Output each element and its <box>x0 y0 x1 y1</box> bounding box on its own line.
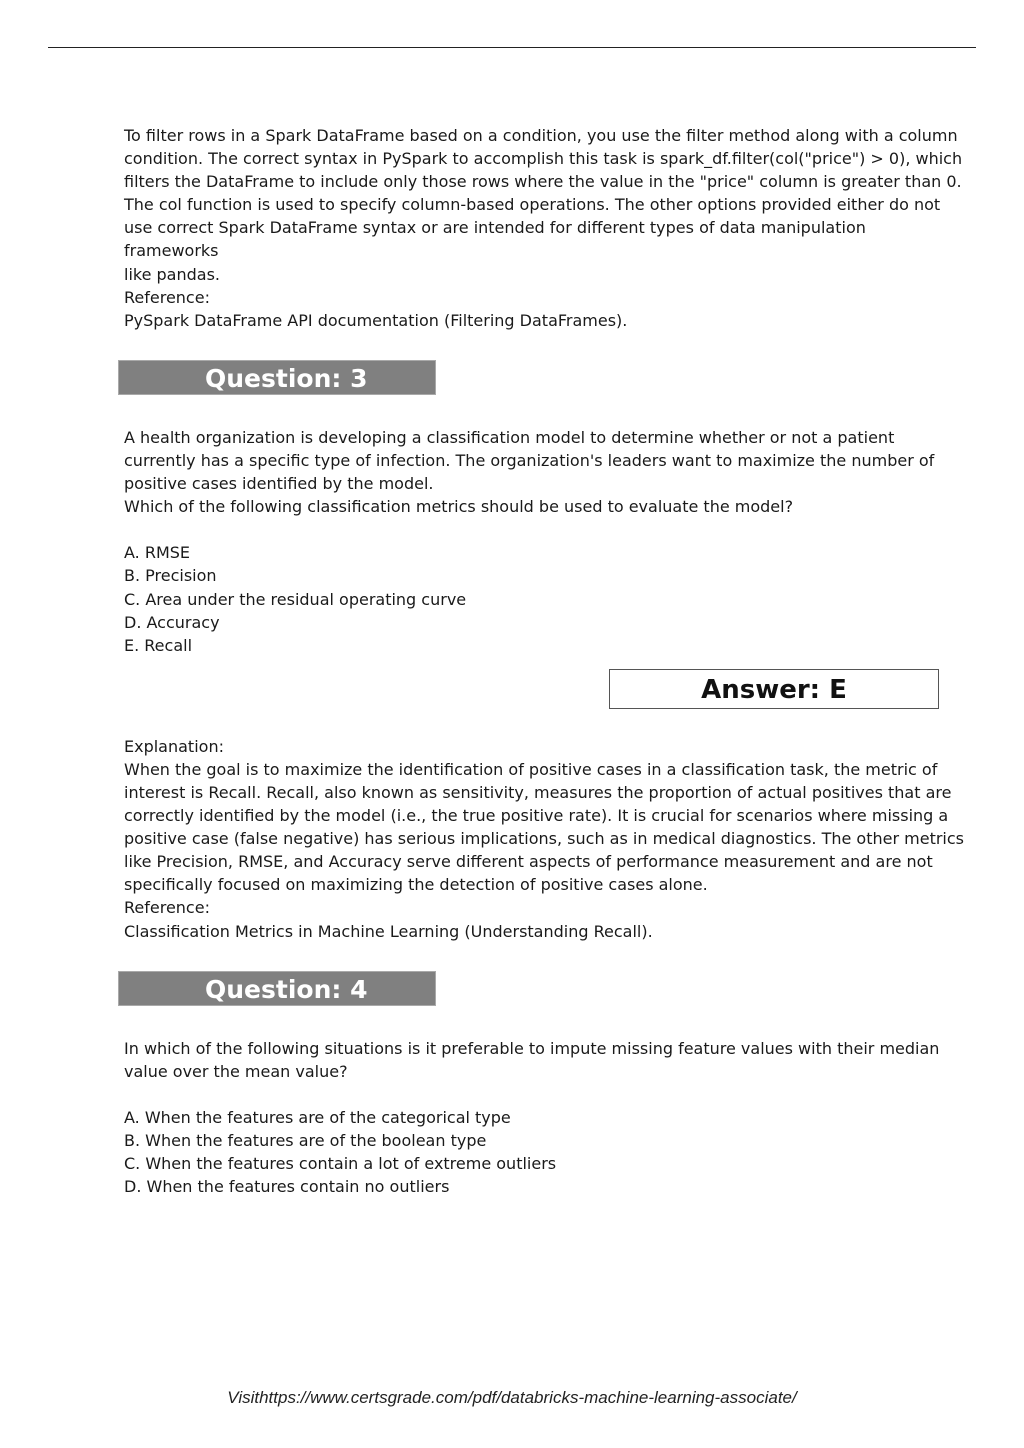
question-4-header <box>118 971 436 1006</box>
option-b: B. Precision <box>124 566 217 586</box>
reference-label: Reference: <box>124 287 210 307</box>
question-3-body <box>124 426 944 657</box>
text-line: When the goal is to maximize the identification of positive cases in a classification task, the metric of <box>124 759 938 779</box>
text-line: like Precision, RMSE, and Accuracy serve different aspects of performance measurement and are not <box>124 852 933 872</box>
question-3-header <box>118 360 436 395</box>
text-line: positive case (false negative) has serious implications, such as in medical diagnostics. The other metrics <box>124 829 964 849</box>
option-c: C. Area under the residual operating curve <box>124 589 467 609</box>
text-line: condition. The correct syntax in PySpark to accomplish this task is spark_df.filter(col("price") > 0), which <box>124 149 963 169</box>
question-prompt: value over the mean value? <box>124 1061 348 1081</box>
question-4-title: Question: 4 <box>205 974 368 1004</box>
reference-text: PySpark DataFrame API documentation (Filtering DataFrames). <box>124 310 628 330</box>
question-prompt: Which of the following classification metrics should be used to evaluate the model? <box>124 497 794 517</box>
answer-box <box>609 669 939 709</box>
question-4-body <box>124 1037 944 1199</box>
footer-link[interactable]: Visithttps://www.certsgrade.com/pdf/databricks-machine-learning-associate/ <box>227 1388 797 1407</box>
option-a: A. When the features are of the categorical type <box>124 1107 511 1127</box>
text-line: The col function is used to specify column-based operations. The other options provided either do not <box>124 195 941 215</box>
reference-text: Classification Metrics in Machine Learning (Understanding Recall). <box>124 921 653 941</box>
text-line: In which of the following situations is it preferable to impute missing feature values with their median <box>124 1038 940 1058</box>
text-line: currently has a specific type of infection. The organization's leaders want to maximize the number of <box>124 450 935 470</box>
text-line: To filter rows in a Spark DataFrame based on a condition, you use the filter method along with a column <box>124 126 958 145</box>
text-line: specifically focused on maximizing the detection of positive cases alone. <box>124 875 708 895</box>
explanation-label: Explanation: <box>124 736 224 756</box>
text-line: positive cases identified by the model. <box>124 474 434 494</box>
page-content <box>124 124 964 1198</box>
intro-paragraph <box>124 124 963 332</box>
option-d: D. When the features contain no outliers <box>124 1177 450 1197</box>
text-line: correctly identified by the model (i.e., the true positive rate). It is crucial for scenarios where missing a <box>124 806 949 826</box>
answer-label: Answer: E <box>701 674 847 705</box>
text-line: like pandas. <box>124 264 220 284</box>
option-e: E. Recall <box>124 635 193 655</box>
explanation-paragraph <box>124 735 964 943</box>
text-line: filters the DataFrame to include only those rows where the value in the "price" column is greater than 0. <box>124 172 962 192</box>
top-rule <box>48 47 976 48</box>
option-c: C. When the features contain a lot of extreme outliers <box>124 1154 557 1174</box>
option-d: D. Accuracy <box>124 612 220 632</box>
text-line: frameworks <box>124 241 219 261</box>
text-line: use correct Spark DataFrame syntax or are intended for different types of data manipulation <box>124 218 866 238</box>
text-line: interest is Recall. Recall, also known as sensitivity, measures the proportion of actual positives that are <box>124 782 952 802</box>
option-b: B. When the features are of the boolean type <box>124 1131 487 1150</box>
option-a: A. RMSE <box>124 543 191 563</box>
reference-label: Reference: <box>124 898 210 918</box>
text-line: A health organization is developing a classification model to determine whether or not a patient <box>124 427 895 447</box>
question-3-title: Question: 3 <box>205 363 368 393</box>
